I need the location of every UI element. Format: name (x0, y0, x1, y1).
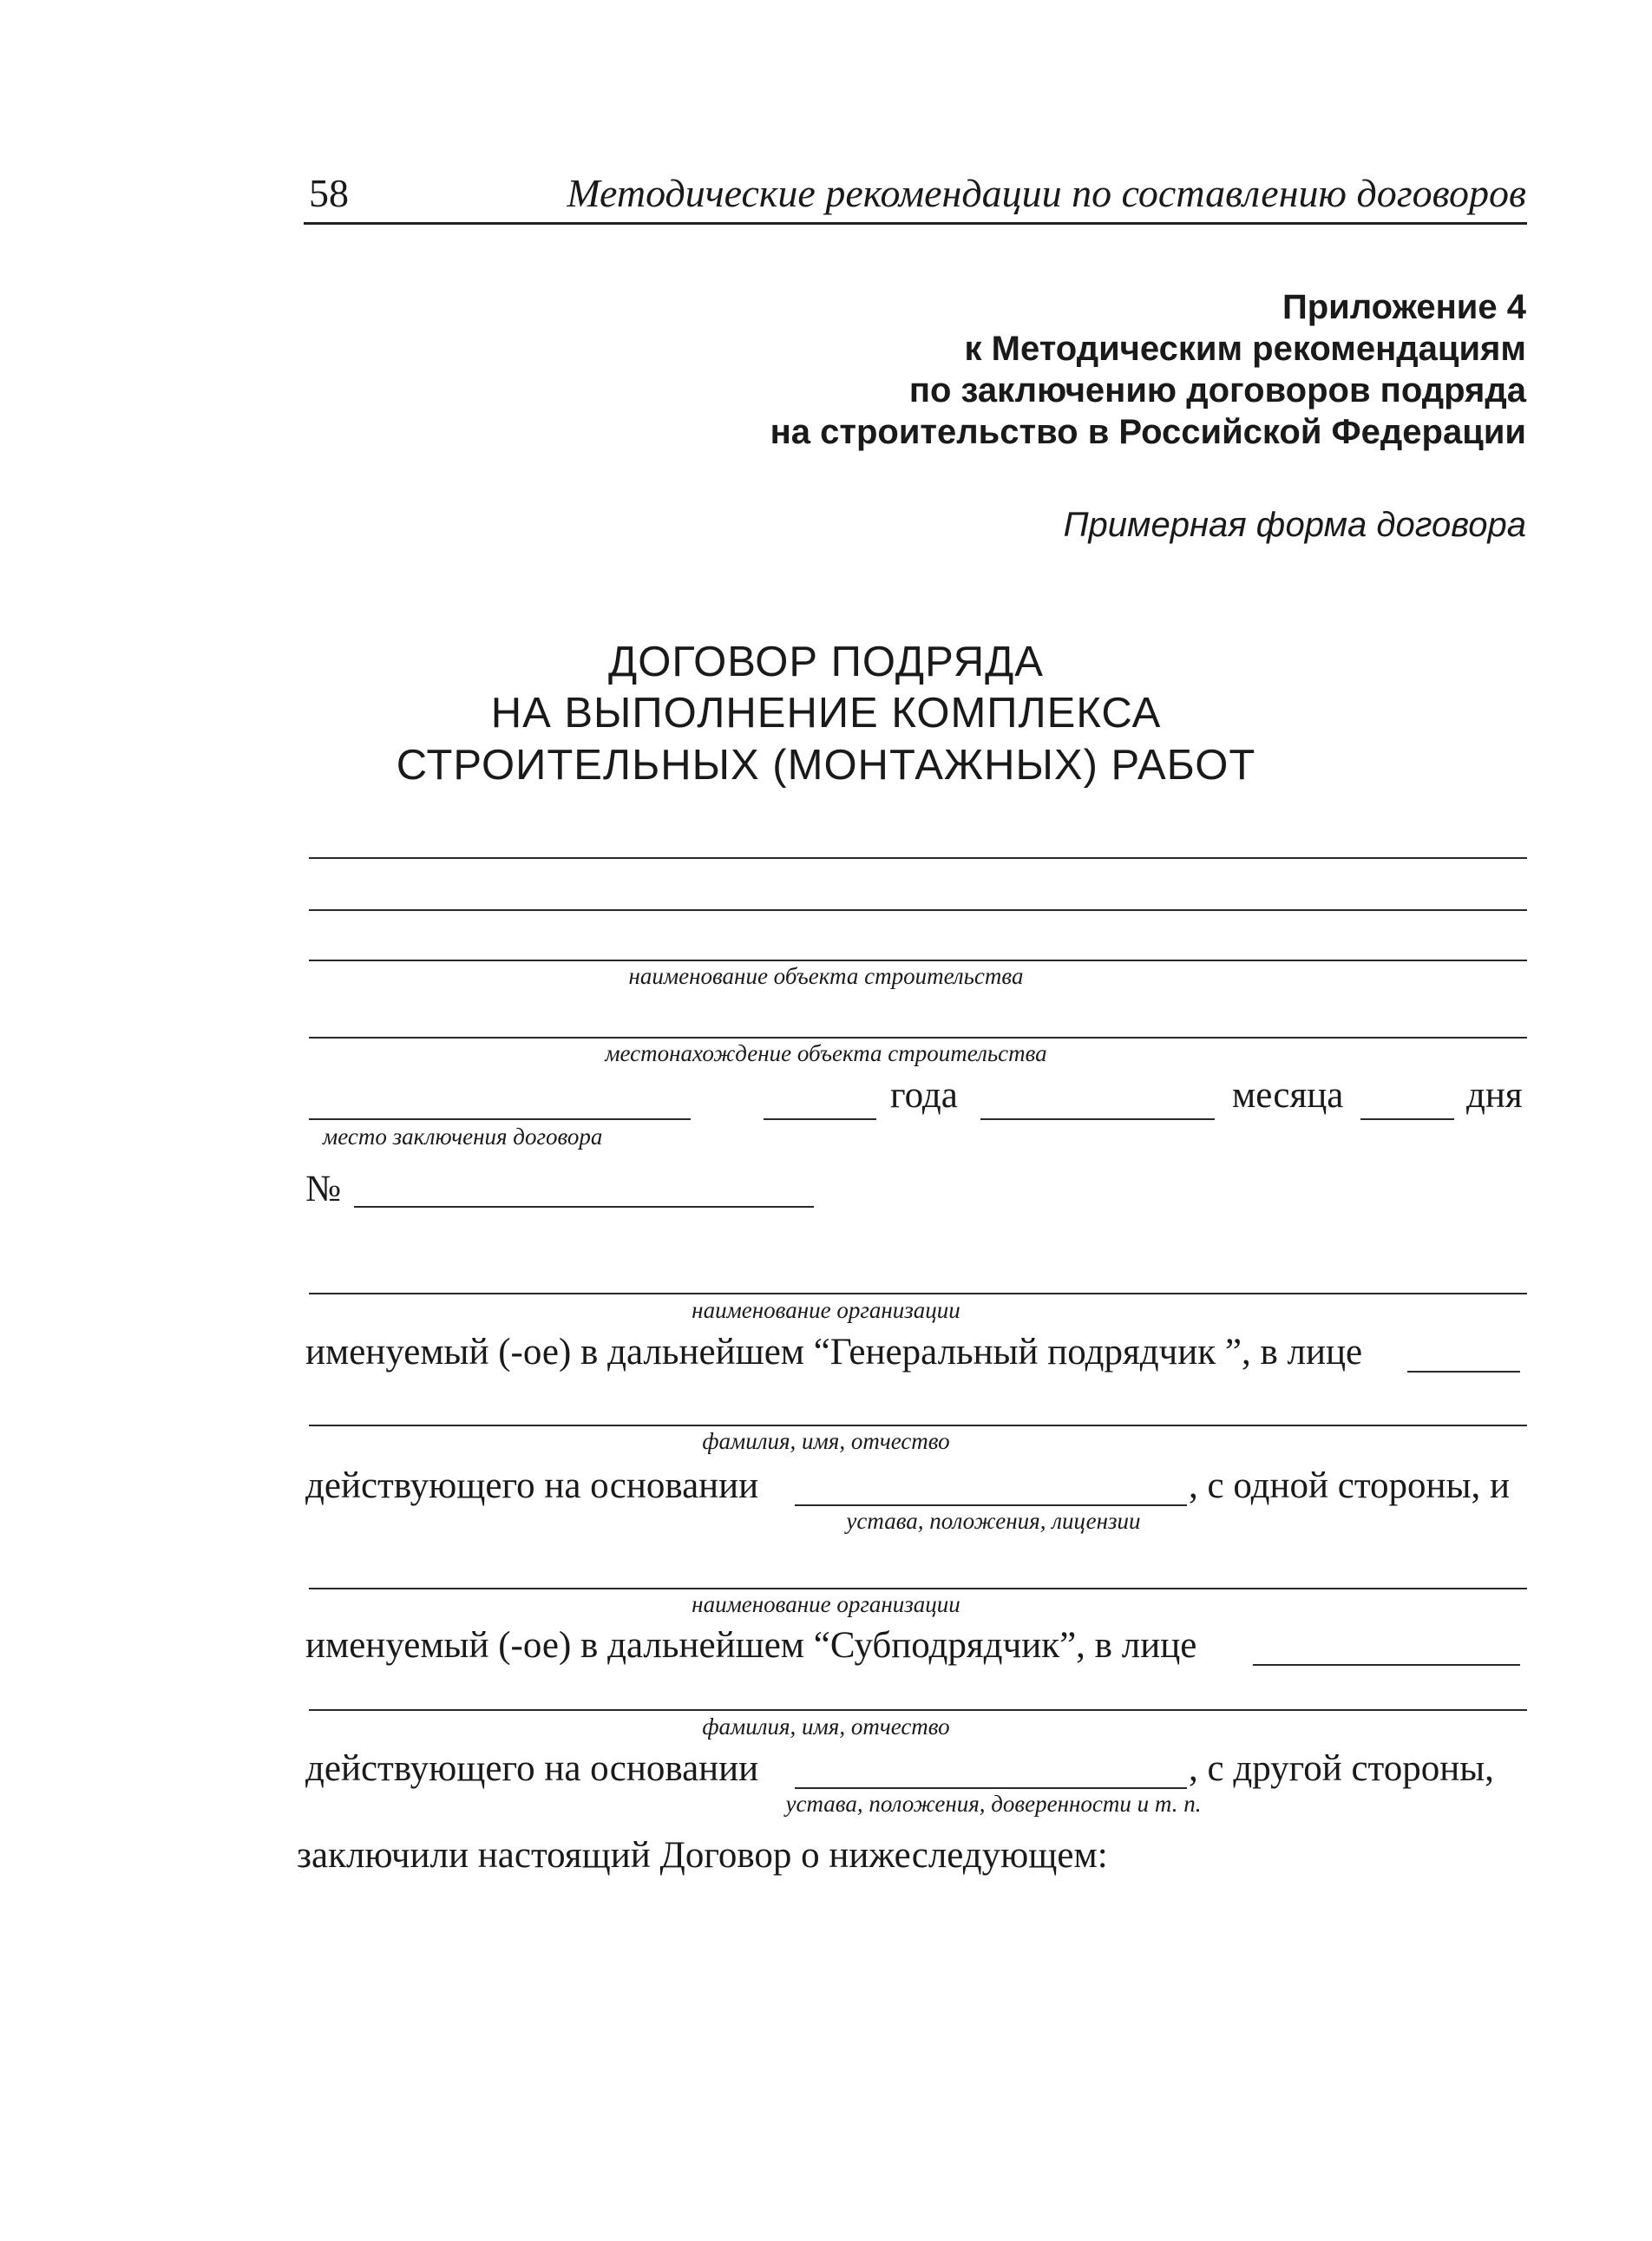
caption-org-name-1: наименование организации (692, 1297, 960, 1323)
caption-contract-place: место заключения договора (323, 1124, 603, 1150)
appendix-line-1: Приложение 4 (1282, 288, 1526, 326)
general-contractor-rep-blank (1407, 1371, 1520, 1373)
acting-basis-1-label: действующего на основании (305, 1465, 759, 1506)
caption-basis-2: устава, положения, доверенности и т. п. (785, 1791, 1202, 1817)
day-blank (1360, 1118, 1454, 1120)
object-name-line-2 (309, 909, 1527, 911)
form-note: Примерная форма договора (1063, 506, 1526, 544)
acting-basis-2-label: действующего на основании (305, 1748, 759, 1789)
document-title-line-1: ДОГОВОР ПОДРЯДА (608, 639, 1044, 685)
appendix-line-2: к Методическим рекомендациям (964, 330, 1526, 368)
day-label: дня (1466, 1075, 1523, 1116)
appendix-line-3: по заключению договоров подряда (908, 371, 1526, 410)
document-title-line-2: НА ВЫПОЛНЕНИЕ КОМПЛЕКСА (490, 690, 1162, 737)
general-contractor-org-line (309, 1293, 1527, 1294)
concluded-text: заключили настоящий Договор о нижеследующем: (297, 1835, 1108, 1876)
side-one-text: , с одной стороны, и (1189, 1465, 1510, 1506)
year-label: года (890, 1075, 958, 1116)
caption-fio-1: фамилия, имя, отчество (702, 1428, 950, 1454)
general-contractor-clause: именуемый (-ое) в дальнейшем “Генеральный подрядчик ”, в лице (305, 1332, 1363, 1373)
subcontractor-fio-line (309, 1709, 1527, 1711)
caption-org-name-2: наименование организации (692, 1591, 960, 1617)
appendix-line-4: на строительство в Российской Федерации (770, 413, 1526, 451)
month-label: месяца (1232, 1075, 1344, 1116)
running-title: Методические рекомендации по составлению договоров (567, 171, 1526, 215)
header-rule (304, 222, 1527, 225)
subcontractor-clause: именуемый (-ое) в дальнейшем “Субподрядчик”, в лице (305, 1625, 1197, 1666)
caption-basis-1: устава, положения, лицензии (846, 1508, 1141, 1534)
object-location-line (309, 1037, 1527, 1039)
page-number: 58 (309, 171, 349, 215)
year-blank (764, 1118, 876, 1120)
basis-1-blank (795, 1504, 1187, 1506)
general-contractor-fio-line (309, 1425, 1527, 1426)
contract-number-line (354, 1206, 814, 1208)
caption-object-location: местонахождение объекта строительства (605, 1040, 1047, 1066)
number-sign: № (305, 1169, 342, 1209)
basis-2-blank (795, 1787, 1187, 1789)
subcontractor-org-line (309, 1588, 1527, 1589)
contract-place-line (309, 1118, 691, 1120)
caption-object-name: наименование объекта строительства (628, 963, 1024, 989)
document-title-line-3: СТРОИТЕЛЬНЫХ (МОНТАЖНЫХ) РАБОТ (396, 742, 1256, 789)
subcontractor-rep-blank (1253, 1664, 1520, 1666)
month-blank (980, 1118, 1215, 1120)
object-name-line-1 (309, 857, 1527, 859)
caption-fio-2: фамилия, имя, отчество (702, 1714, 950, 1740)
side-two-text: , с другой стороны, (1189, 1748, 1494, 1789)
object-name-line-3 (309, 960, 1527, 961)
